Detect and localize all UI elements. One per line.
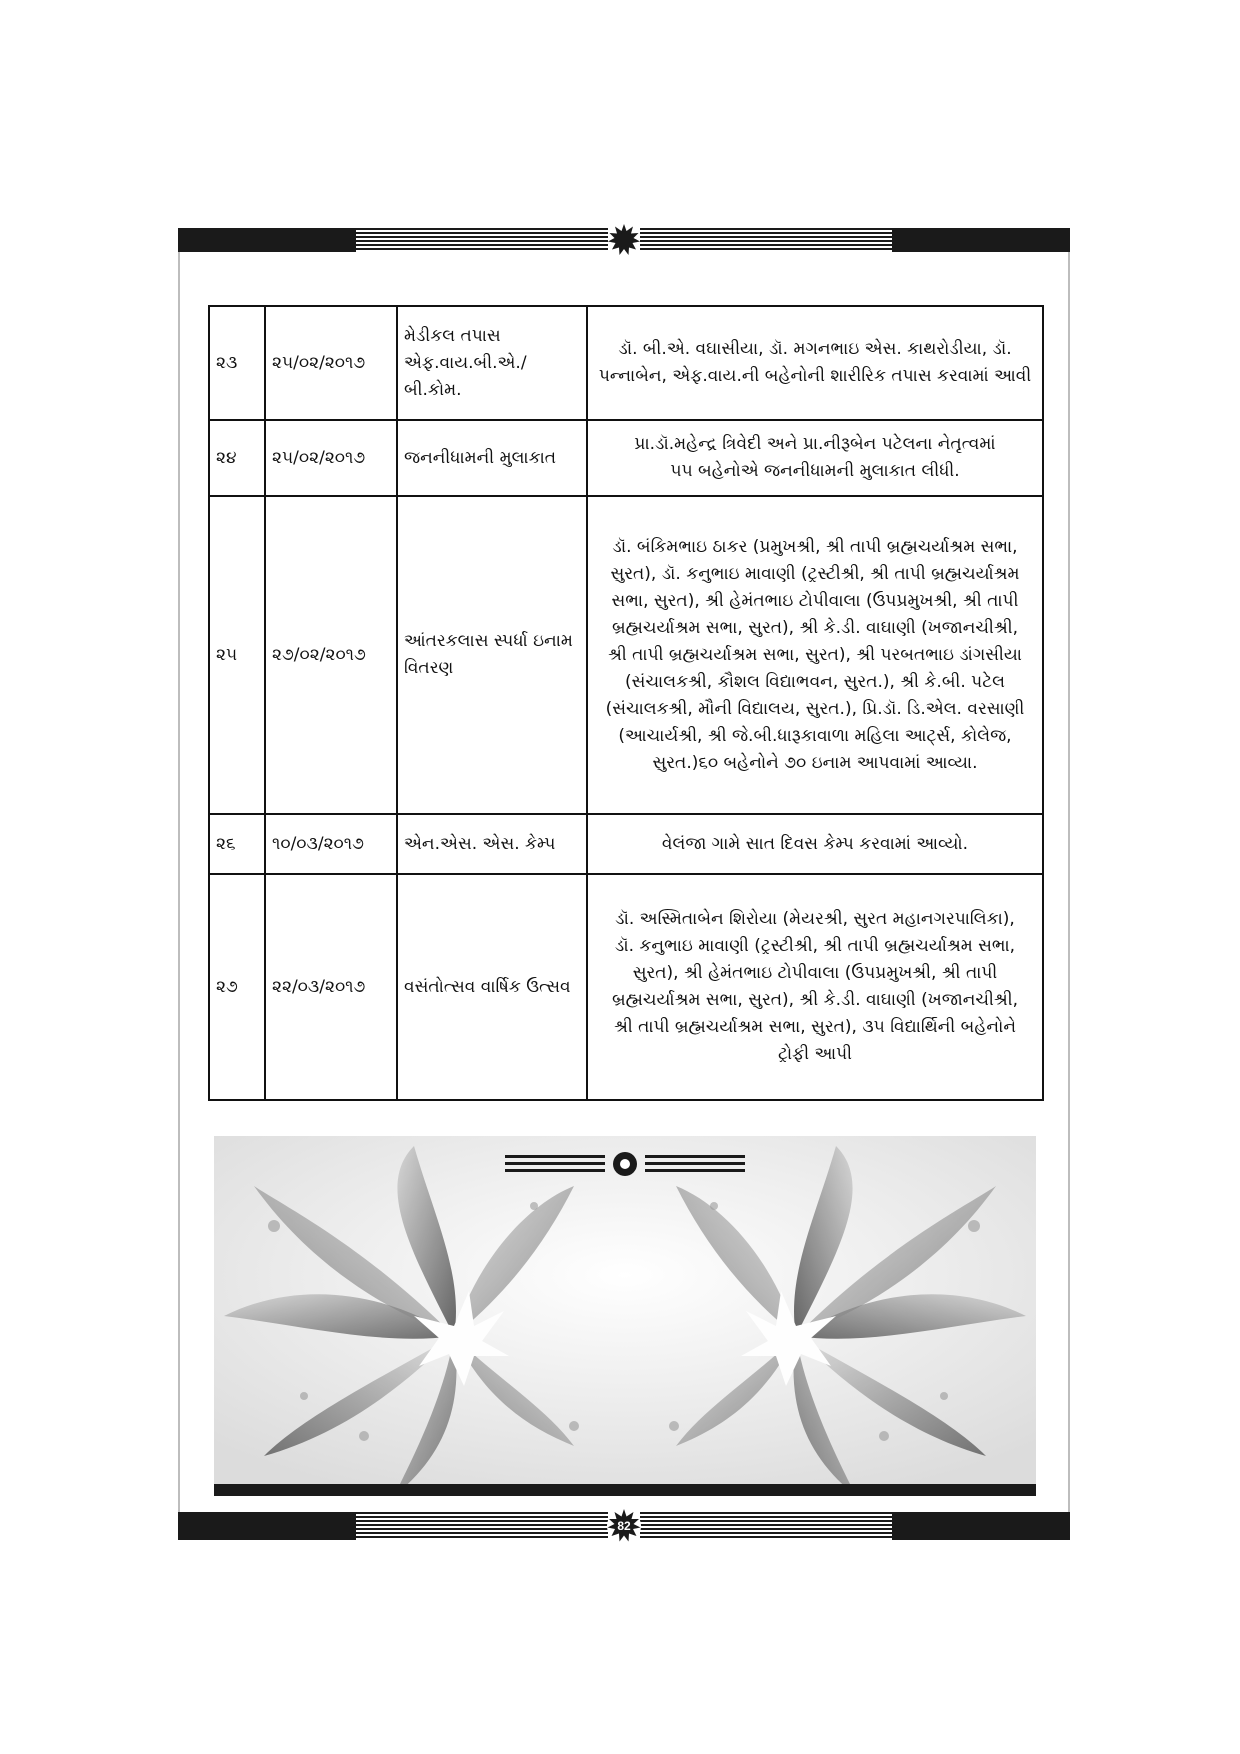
band-solid-right [892,1512,1070,1540]
table-row [209,814,1043,874]
table-row [209,306,1043,420]
page-number: 82 [617,1519,631,1533]
event-title-line: એન.એસ. એસ. કેમ્પ [404,833,556,854]
row-date: ૨૫/૦૨/૨૦૧૭ [265,420,397,496]
event-title-line: વસંતોત્સવ વાર્ષિક ઉત્સવ [404,976,571,997]
description-line: વેલંજા ગામે સાત દિવસ કેમ્પ કરવામાં આવ્યો. [661,833,969,854]
row-event-title [397,496,587,814]
row-event-title [397,420,587,496]
page-number-badge [606,1508,642,1544]
description-line: ડૉ. બંકિમભાઇ ઠાકર (પ્રમુખશ્રી, શ્રી તાપી બ્રહ્મચર્યાશ્રમ સભા, [612,536,1018,557]
band-lines-left [356,228,608,252]
description-line: સભા, સુરત), શ્રી હેમંતભાઇ ટોપીવાલા (ઉપપ્રમુખશ્રી, શ્રી તાપી [611,590,1019,611]
row-description [587,814,1043,874]
row-event-title [397,306,587,420]
sunburst-medal-icon [607,223,641,257]
band-solid-right [892,228,1070,252]
row-description [587,496,1043,814]
bottom-band [178,1512,1070,1540]
row-description [587,306,1043,420]
event-title-line: એફ.વાય.બી.એ./ [404,352,527,373]
event-title-line: જનનીધામની મુલાકાત [404,447,557,468]
event-title-line: બી.કોમ. [404,379,462,400]
description-line: ડૉ. બી.એ. વઘાસીયા, ડૉ. મગનભાઇ એસ. કાથરોડીયા, ડૉ. [618,339,1012,359]
row-number: ૨૫ [209,496,265,814]
row-number: ૨૩ [209,306,265,420]
description-line: (સંચાલકશ્રી, કૌશલ વિદ્યાભવન, સુરત.), શ્રી કે.બી. પટેલ [625,671,1005,692]
description-line: શ્રી તાપી બ્રહ્મચર્યાશ્રમ સભા, સુરત), શ્રી પરબતભાઇ ડાંગસીયા [608,644,1022,665]
row-number: ૨૬ [209,814,265,874]
row-number: ૨૪ [209,420,265,496]
top-band [178,228,1070,252]
band-lines-right [640,228,892,252]
description-line: શ્રી તાપી બ્રહ્મચર્યાશ્રમ સભા, સુરત), ૩૫ વિદ્યાર્થિની બહેનોને [614,1017,1016,1037]
description-line: ૫૫ બહેનોએ જનનીધામની મુલાકાત લીધી. [670,461,960,481]
band-lines-left [356,1512,608,1540]
row-date: ૧૦/૦૩/૨૦૧૭ [265,814,397,874]
floral-artwork [214,1136,1036,1484]
description-line: (સંચાલકશ્રી, મૌની વિદ્યાલય, સુરત.), પ્રિ.ડૉ. ડિ.એલ. વરસાણી [605,698,1025,719]
description-line: ડૉ. કનુભાઇ માવાણી (ટ્રસ્ટીશ્રી, શ્રી તાપી બ્રહ્મચર્યાશ્રમ સભા, [614,936,1016,956]
description-line: સુરત.)૬૦ બહેનોને ૭૦ ઇનામ આપવામાં આવ્યા. [652,752,978,773]
table-row [209,496,1043,814]
description-line: ટ્રોફી આપી [777,1044,853,1064]
band-solid-left [178,1512,356,1540]
row-date: ૨૫/૦૨/૨૦૧૭ [265,306,397,420]
row-date: ૨૭/૦૨/૨૦૧૭ [265,496,397,814]
description-line: બ્રહ્મચર્યાશ્રમ સભા, સુરત), શ્રી કે.ડી. વાઘાણી (ખજાનચીશ્રી, [612,990,1018,1010]
floral-wings-image [214,1136,1036,1484]
event-title-line: મેડીકલ તપાસ [404,325,501,346]
description-line: પ્રા.ડૉ.મહેન્દ્ર ત્રિવેદી અને પ્રા.નીરૂબેન પટેલના નેતૃત્વમાં [634,434,996,454]
description-line: પન્નાબેન, એફ.વાય.ની બહેનોની શારીરિક તપાસ કરવામાં આવી [598,366,1032,386]
band-lines-right [640,1512,892,1540]
table-row [209,420,1043,496]
event-title-line: વિતરણ [404,658,454,678]
art-caption-strip [214,1484,1036,1496]
description-line: ડૉ. અસ્મિતાબેન શિરોયા (મેયરશ્રી, સુરત મહાનગરપાલિકા), [615,909,1015,929]
row-event-title [397,874,587,1100]
description-line: (આચાર્યશ્રી, શ્રી જે.બી.ધારૂકાવાળા મહિલા આર્ટ્સ, કોલેજ, [618,725,1012,746]
description-line: સુરત), શ્રી હેમંતભાઇ ટોપીવાલા (ઉપપ્રમુખશ્રી, શ્રી તાપી [632,963,998,983]
row-event-title [397,814,587,874]
event-title-line: આંતરકલાસ સ્પર્ધા ઇનામ [404,631,573,651]
row-description [587,874,1043,1100]
row-description [587,420,1043,496]
row-date: ૨૨/૦૩/૨૦૧૭ [265,874,397,1100]
table-row [209,874,1043,1100]
band-solid-left [178,228,356,252]
records-table [208,305,1044,1101]
row-number: ૨૭ [209,874,265,1100]
description-line: સુરત), ડૉ. કનુભાઇ માવાણી (ટ્રસ્ટીશ્રી, શ્રી તાપી બ્રહ્મચર્યાશ્રમ [610,563,1020,584]
description-line: બ્રહ્મચર્યાશ્રમ સભા, સુરત), શ્રી કે.ડી. વાઘાણી (ખજાનચીશ્રી, [612,617,1018,638]
